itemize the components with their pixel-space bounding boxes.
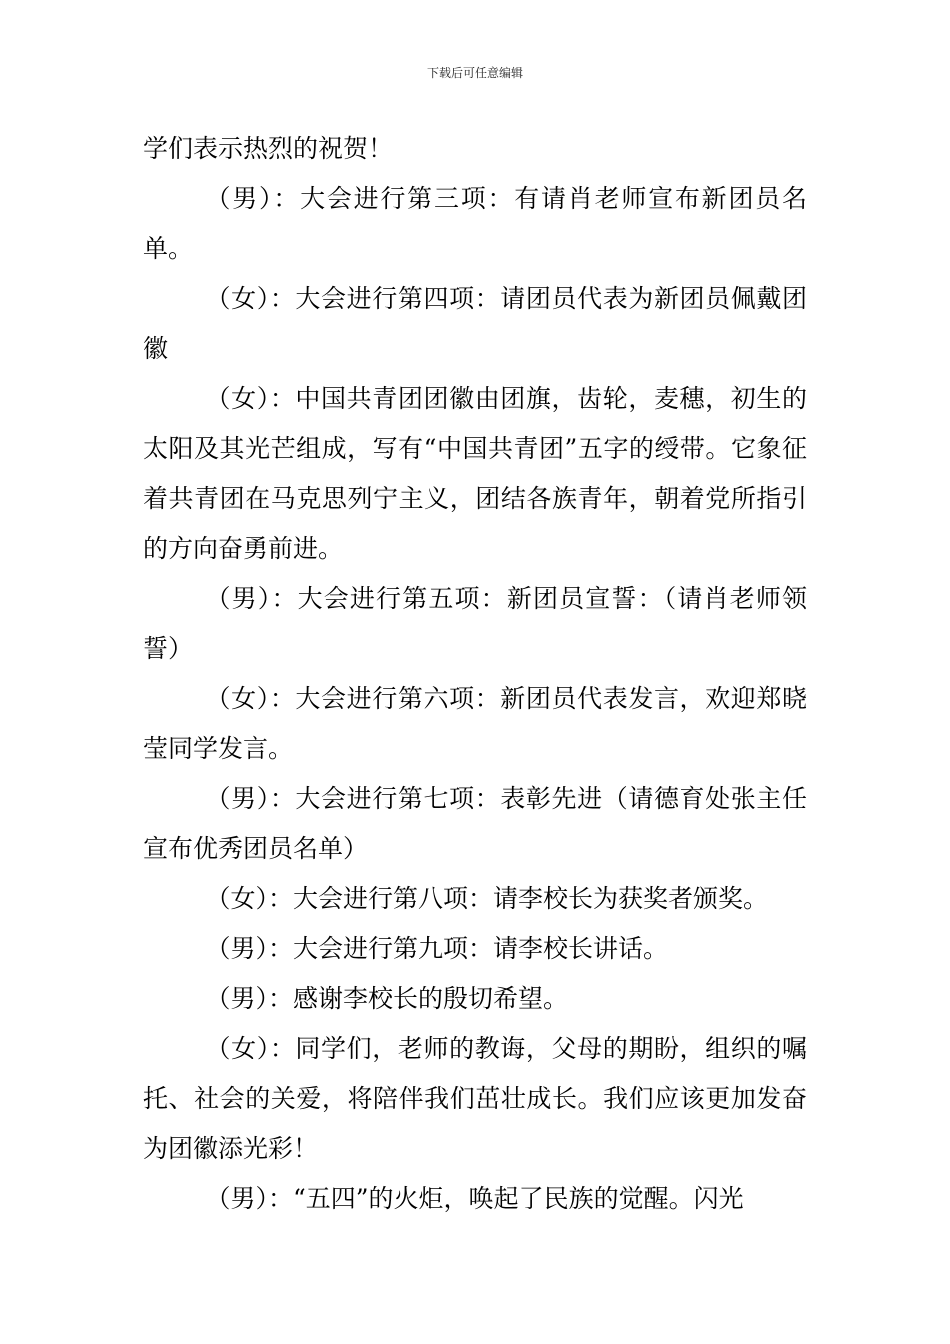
paragraph-item-7: （男）：大会进行第七项：表彰先进（请德育处张主任宣布优秀团员名单） [143, 784, 807, 863]
paragraph-item-4: （女）：大会进行第四项：请团员代表为新团员佩戴团徽 [143, 284, 807, 363]
paragraph-item-9: （男）：大会进行第九项：请李校长讲话。 [205, 934, 669, 963]
page-header-note: 下载后可任意编辑 [426, 66, 523, 80]
paragraph-badge-description: （女）：中国共青团团徽由团旗，齿轮，麦穗，初生的太阳及其光芒组成，写有“中国共青团”五字的绶带。它象征着共青团在马克思列宁主义，团结各族青年，朝着党所指引的方向奋勇前进。 [143, 384, 807, 563]
document-body [143, 124, 807, 1224]
paragraph-continuation: 学们表示热烈的祝贺！ [143, 134, 394, 163]
paragraph-closing-male: （男）：“五四”的火炬，唤起了民族的觉醒。闪光 [205, 1184, 744, 1213]
paragraph-item-6: （女）：大会进行第六项：新团员代表发言，欢迎郑晓莹同学发言。 [143, 684, 807, 763]
paragraph-item-3: （男）：大会进行第三项：有请肖老师宣布新团员名单。 [143, 184, 807, 263]
paragraph-thanks: （男）：感谢李校长的殷切希望。 [205, 984, 569, 1013]
paragraph-item-5: （男）：大会进行第五项：新团员宣誓：（请肖老师领誓） [143, 584, 807, 663]
paragraph-closing-female: （女）：同学们，老师的教诲，父母的期盼，组织的嘱托、社会的关爱，将陪伴我们茁壮成长。我们应该更加发奋为团徽添光彩！ [143, 1034, 807, 1163]
paragraph-item-8: （女）：大会进行第八项：请李校长为获奖者颁奖。 [205, 884, 769, 913]
